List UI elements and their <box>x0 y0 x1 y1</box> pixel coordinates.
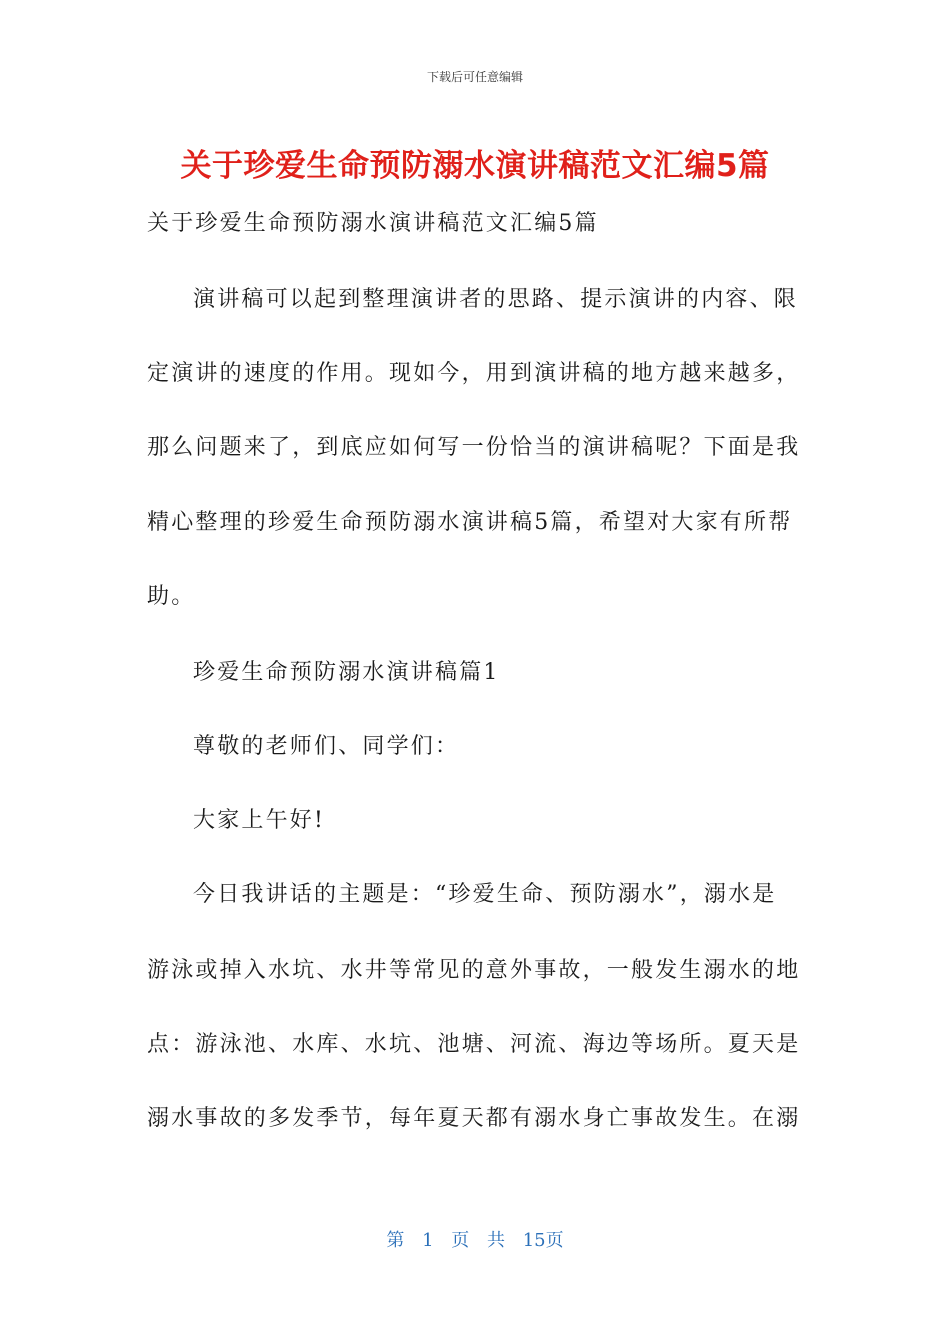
paragraph-line: 那么问题来了，到底应如何写一份恰当的演讲稿呢？下面是我 <box>147 435 801 460</box>
salutation-line: 尊敬的老师们、同学们： <box>193 734 460 759</box>
paragraph-line: 点：游泳池、水库、水坑、池塘、河流、海边等场所。夏天是 <box>147 1032 801 1057</box>
header-note: 下载后可任意编辑 <box>426 70 523 84</box>
paragraph-line: 演讲稿可以起到整理演讲者的思路、提示演讲的内容、限 <box>193 287 799 312</box>
document-title: 关于珍爱生命预防溺水演讲稿范文汇编5篇 <box>180 148 770 184</box>
greeting-line: 大家上午好! <box>193 808 326 833</box>
paragraph-line: 助。 <box>147 584 196 609</box>
section-heading: 珍爱生命预防溺水演讲稿篇1 <box>193 660 500 685</box>
footer-ye: 页 <box>451 1230 470 1251</box>
total-pages: 15页 <box>522 1230 564 1251</box>
paragraph-line: 游泳或掉入水坑、水井等常见的意外事故，一般发生溺水的地 <box>147 958 801 983</box>
paragraph-line: 定演讲的速度的作用。现如今，用到演讲稿的地方越来越多， <box>147 361 801 386</box>
page-footer <box>0 1226 950 1252</box>
footer-di: 第 <box>386 1230 405 1251</box>
paragraph-line: 溺水事故的多发季节，每年夏天都有溺水身亡事故发生。在溺 <box>147 1106 801 1131</box>
subtitle-line: 关于珍爱生命预防溺水演讲稿范文汇编5篇 <box>147 211 599 236</box>
footer-gong: 共 <box>487 1230 505 1251</box>
current-page-number: 1 <box>422 1230 434 1251</box>
paragraph-line: 精心整理的珍爱生命预防溺水演讲稿5篇，希望对大家有所帮 <box>147 510 793 535</box>
paragraph-line: 今日我讲话的主题是：“珍爱生命、预防溺水”，溺水是 <box>193 882 777 907</box>
